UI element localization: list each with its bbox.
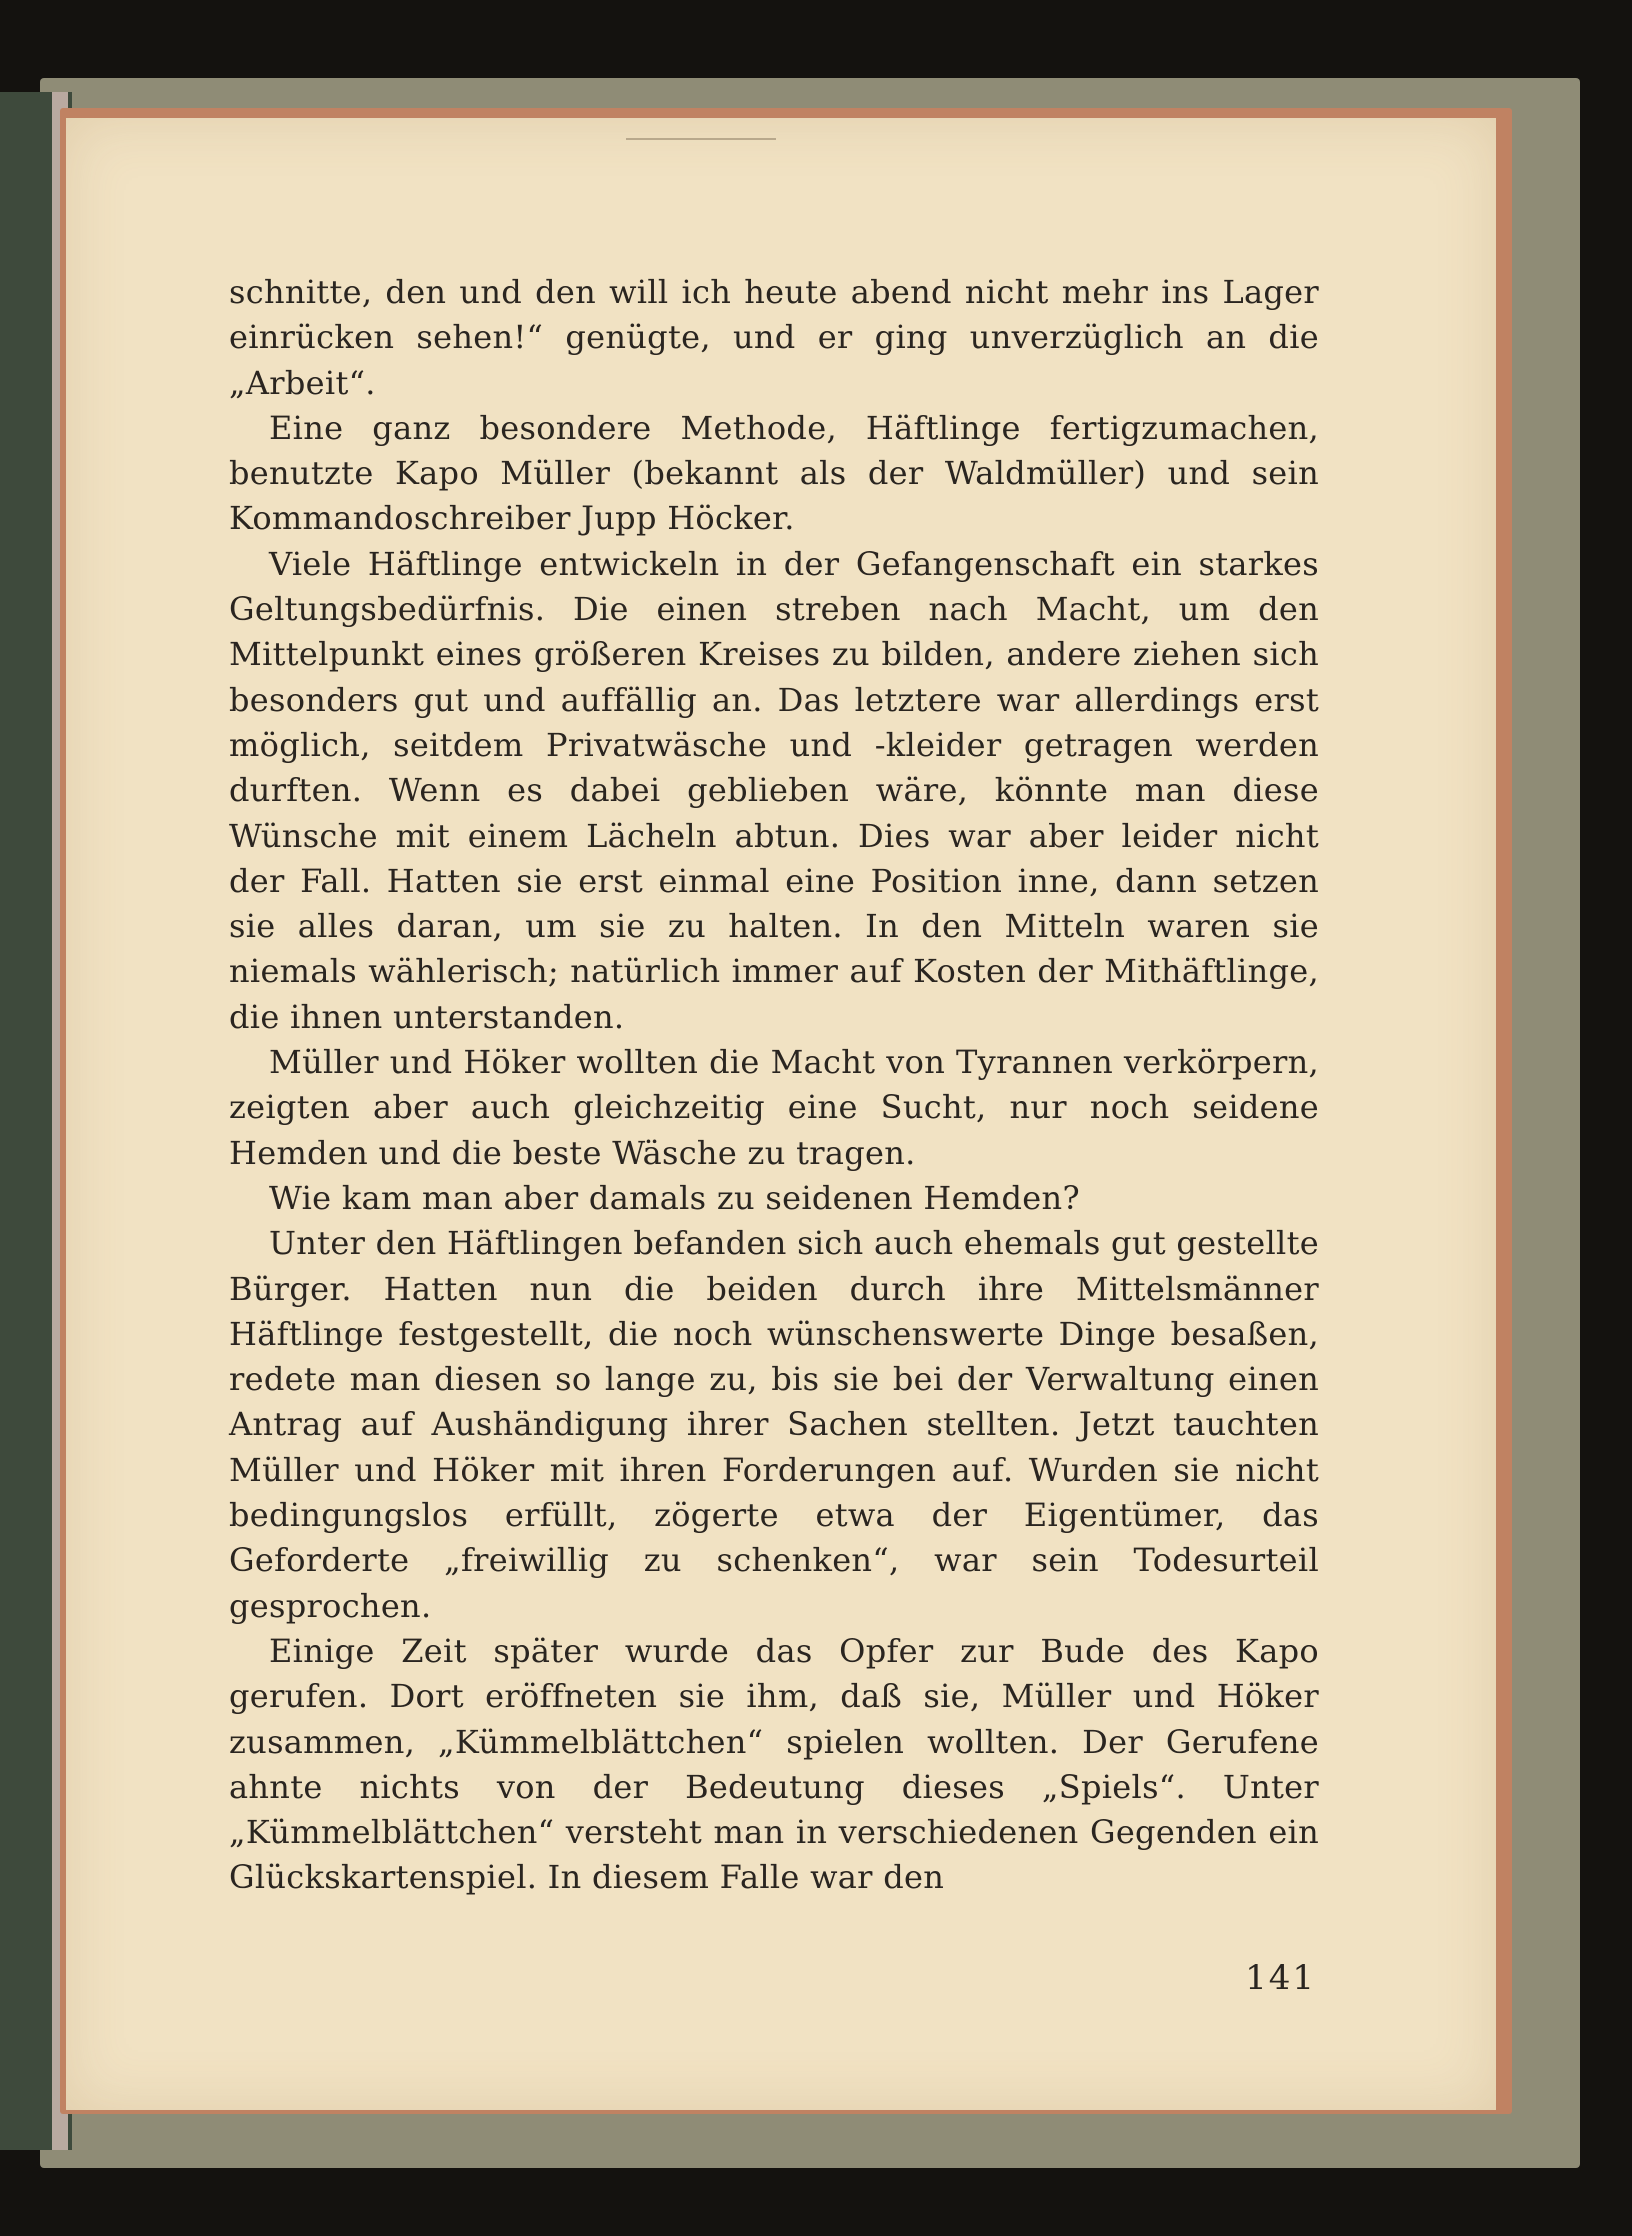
paper-page [66,118,1496,2110]
paragraph-5: Wie kam man aber damals zu seidenen Hemden? [269,1178,1080,1217]
paragraph-1: schnitte, den und den will ich heute abend nicht mehr ins Lager einrücken sehen!“ genügte, und er ging unverzüglich an die „Arbeit“. [229,273,1319,402]
paragraph-3: Viele Häftlinge entwickeln in der Gefangenschaft ein starkes Geltungsbedürfnis. Die einen streben nach Macht, um den Mittelpunkt eines größeren Kreises zu bilden, andere ziehen sich besonders gut und auffällig an. Das letztere war allerdings erst möglich, seitdem Privatwäsche und -kleider getragen werden durften. Wenn es dabei geblieben wäre, könnte man diese Wünsche mit einem Lächeln abtun. Dies war aber leider nicht der Fall. Hatten sie erst einmal eine Position inne, dann setzen sie alles daran, um sie zu halten. In den Mitteln waren sie niemals wählerisch; natürlich immer auf Kosten der Mithäftlinge, die ihnen unterstanden. [229,544,1319,1036]
body-text [229,270,1319,1901]
paragraph-6: Unter den Häftlingen befanden sich auch ehemals gut gestellte Bürger. Hatten nun die beiden durch ihre Mittelsmänner Häftlinge festgestellt, die noch wünschenswerte Dinge besaßen, redete man diesen so lange zu, bis sie bei der Verwaltung einen Antrag auf Aushändigung ihrer Sachen stellten. Jetzt tauchten Müller und Höker mit ihren Forderungen auf. Wurden sie nicht bedingungslos erfüllt, zögerte etwa der Eigentümer, das Geforderte „freiwillig zu schenken“, war sein Todesurteil gesprochen. [229,1224,1319,1625]
paragraph-2: Eine ganz besondere Methode, Häftlinge fertigzumachen, benutzte Kapo Müller (bekannt als der Waldmüller) und sein Kommandoschreiber Jupp Höcker. [229,408,1319,538]
page-number: 141 [1245,1958,1316,1998]
paragraph-7: Einige Zeit später wurde das Opfer zur Bude des Kapo gerufen. Dort eröffneten sie ihm, daß sie, Müller und Höker zusammen, „Kümmelblättchen“ spielen wollten. Der Gerufene ahnte nichts von der Bedeutung dieses „Spiels“. Unter „Kümmelblättchen“ versteht man in verschiedenen Gegenden ein Glückskartenspiel. In diesem Falle war den [229,1631,1319,1897]
paragraph-4: Müller und Höker wollten die Macht von Tyrannen verkörpern, zeigten aber auch gleichzeitig eine Sucht, nur noch seidene Hemden und die beste Wäsche zu tragen. [229,1043,1319,1172]
top-margin-mark [626,138,776,140]
